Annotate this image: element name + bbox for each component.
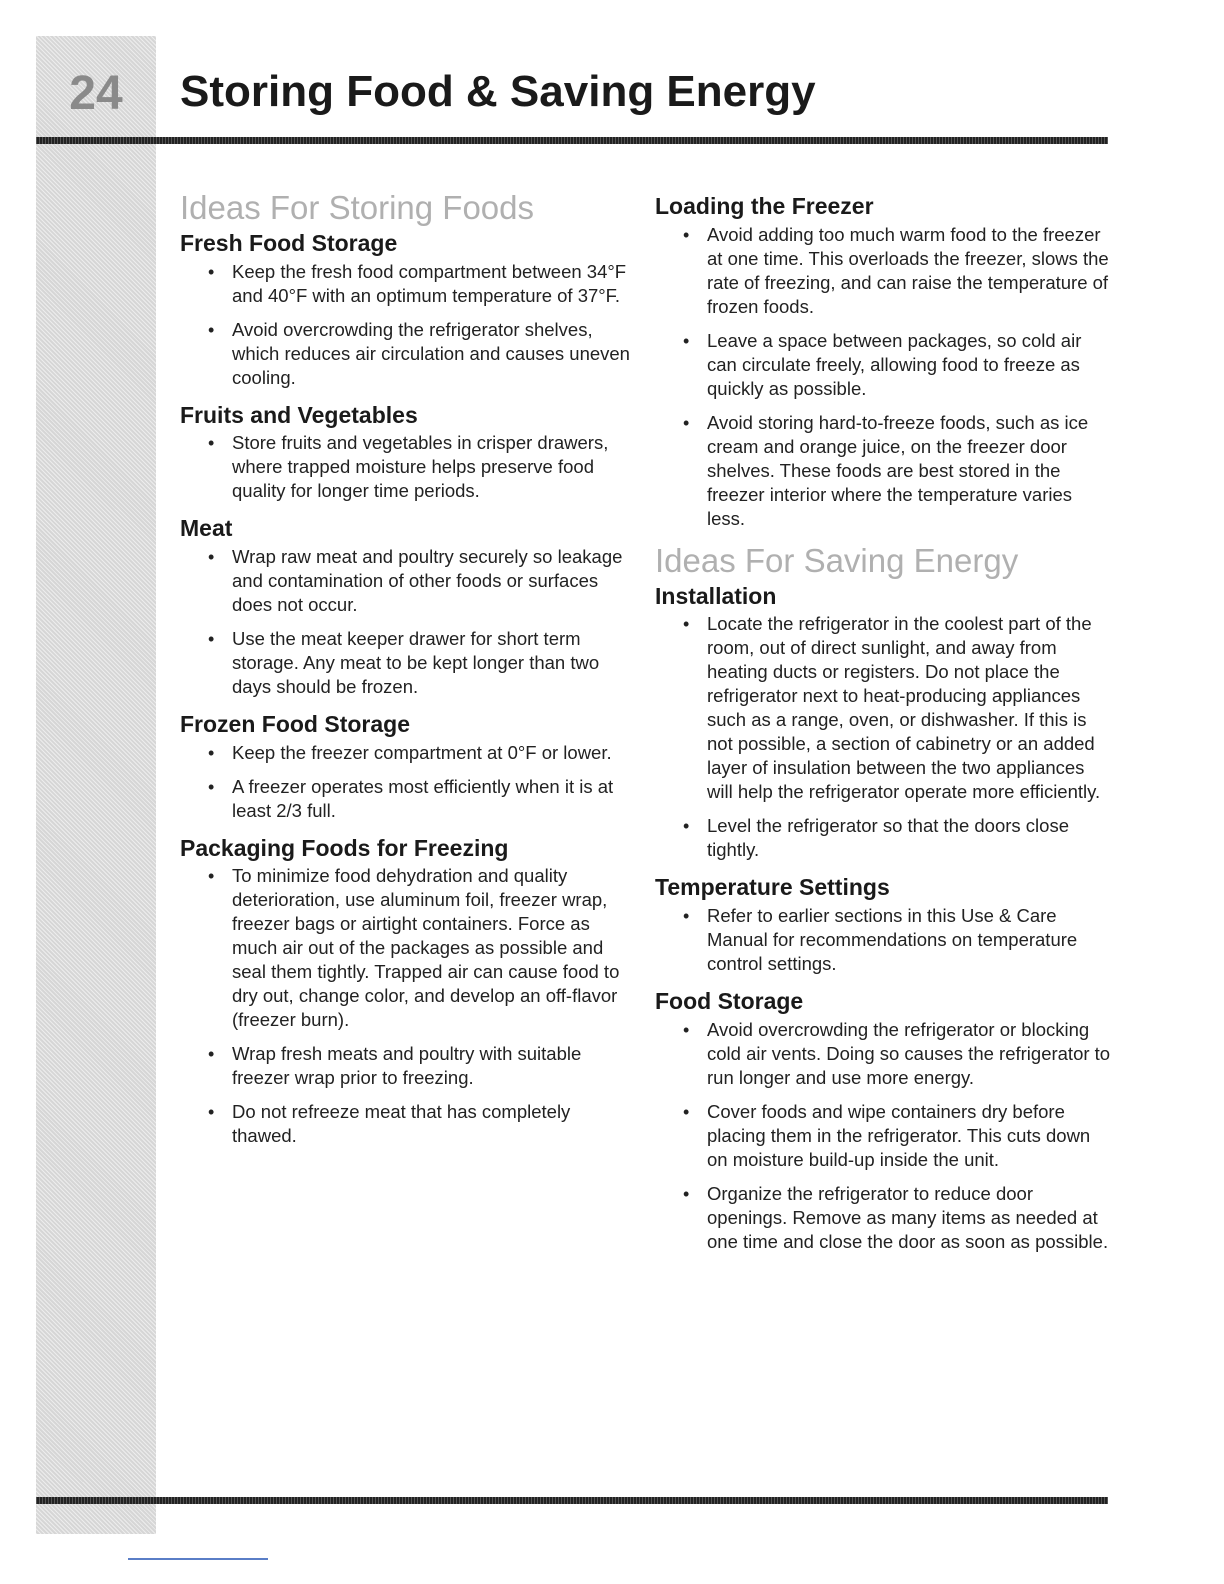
list-item <box>180 545 640 617</box>
list-item-text: Keep the fresh food compartment between 34°F and 40°F with an optimum temperature of 37°F. <box>232 260 627 306</box>
bullet-list <box>655 904 1115 976</box>
list-item <box>655 1018 1115 1090</box>
section-fruits-and-vegetables <box>180 402 640 504</box>
list-item <box>180 741 640 765</box>
bullet-icon: • <box>208 433 215 454</box>
list-item-text: To minimize food dehydration and quality deterioration, use aluminum foil, freezer wrap, freezer bags or airtight containers. Force as much air out of the packages as possible and seal them tightly. Trapped air can cause food to dry out, change color, and develop an off-flavor (freezer burn). <box>232 865 620 1031</box>
list-item <box>655 1182 1115 1254</box>
list-item-text: Store fruits and vegetables in crisper drawers, where trapped moisture helps preserve food quality for longer time periods. <box>232 432 609 502</box>
section-title: Installation <box>655 582 777 609</box>
bullet-icon: • <box>683 412 690 433</box>
list-item <box>180 775 640 823</box>
saving-energy-heading: Ideas For Saving Energy <box>655 541 1019 579</box>
list-item-text: Keep the freezer compartment at 0°F or lower. <box>232 741 612 763</box>
list-item <box>180 260 640 308</box>
bullet-list <box>180 864 640 1148</box>
list-item-text: Cover foods and wipe containers dry before placing them in the refrigerator. This cuts down on moisture build-up inside the unit. <box>707 1100 1091 1170</box>
list-item <box>655 1100 1115 1172</box>
bullet-list <box>655 612 1115 862</box>
bullet-icon: • <box>208 866 215 887</box>
bullet-icon: • <box>683 1183 690 1204</box>
bullet-icon: • <box>208 776 215 797</box>
list-item <box>655 411 1115 531</box>
bullet-icon: • <box>683 1019 690 1040</box>
list-item-text: Locate the refrigerator in the coolest part of the room, out of direct sunlight, and away from heating ducts or registers. Do not place the refrigerator next to heat-producing appliances such as a range, oven, or dishwasher. If this is not possible, a section of cabinetry or an added layer of insulation between the two appliances will help the refrigerator operate more efficiently. <box>707 613 1101 803</box>
section-title: Loading the Freezer <box>655 193 874 219</box>
list-item-text: Wrap fresh meats and poultry with suitable freezer wrap prior to freezing. <box>232 1043 582 1089</box>
bullet-icon: • <box>208 319 215 340</box>
bullet-icon: • <box>208 742 215 763</box>
list-item-text: Level the refrigerator so that the doors close tightly. <box>707 815 1069 861</box>
section-title: Food Storage <box>655 988 804 1015</box>
bullet-icon: • <box>683 816 690 837</box>
right-column <box>655 193 1115 1266</box>
list-item <box>655 904 1115 976</box>
side-band <box>36 36 156 1534</box>
list-item-text: Avoid storing hard-to-freeze foods, such as ice cream and orange juice, on the freezer door shelves. These foods are best stored in the freezer interior where the temperature varies less. <box>707 411 1089 529</box>
section-title: Packaging Foods for Freezing <box>180 834 509 861</box>
list-item <box>655 612 1115 804</box>
bullet-icon: • <box>208 261 215 282</box>
bullet-icon: • <box>683 614 690 635</box>
bullet-icon: • <box>208 1102 215 1123</box>
page-title: Storing Food & Saving Energy <box>180 67 816 116</box>
list-item <box>180 431 640 503</box>
bullet-list <box>180 545 640 699</box>
bullet-list <box>180 260 640 390</box>
section-packaging-foods <box>180 835 640 1149</box>
bullet-icon: • <box>683 1101 690 1122</box>
list-item-text: Do not refreeze meat that has completely thawed. <box>232 1101 571 1147</box>
list-item-text: Avoid overcrowding the refrigerator shelves, which reduces air circulation and causes uneven cooling. <box>232 318 630 388</box>
section-frozen-food-storage <box>180 711 640 823</box>
section-food-storage <box>655 988 1115 1254</box>
list-item-text: A freezer operates most efficiently when it is at least 2/3 full. <box>232 775 614 821</box>
left-column <box>180 190 640 1160</box>
list-item <box>180 318 640 390</box>
section-temperature-settings <box>655 874 1115 976</box>
list-item <box>180 1100 640 1148</box>
section-title: Fruits and Vegetables <box>180 401 418 428</box>
list-item-text: Leave a space between packages, so cold air can circulate freely, allowing food to freeze as quickly as possible. <box>707 329 1082 399</box>
bottom-link-underline <box>128 1558 268 1560</box>
section-title: Temperature Settings <box>655 874 890 901</box>
storing-foods-heading: Ideas For Storing Foods <box>180 189 535 226</box>
bullet-list <box>180 431 640 503</box>
section-title: Frozen Food Storage <box>180 711 410 738</box>
bullet-icon: • <box>683 906 690 927</box>
list-item <box>655 814 1115 862</box>
section-title: Fresh Food Storage <box>180 230 398 257</box>
list-item <box>655 329 1115 401</box>
list-item <box>655 223 1115 319</box>
page-number: 24 <box>69 67 123 120</box>
list-item <box>180 627 640 699</box>
bullet-icon: • <box>208 629 215 650</box>
list-item-text: Refer to earlier sections in this Use & Care Manual for recommendations on temperature control settings. <box>707 905 1078 975</box>
list-item-text: Avoid overcrowding the refrigerator or blocking cold air vents. Doing so causes the refrigerator to run longer and use more energy. <box>707 1018 1111 1088</box>
list-item-text: Use the meat keeper drawer for short term storage. Any meat to be kept longer than two days should be frozen. <box>232 628 600 698</box>
list-item <box>180 864 640 1032</box>
bullet-icon: • <box>683 330 690 351</box>
section-meat <box>180 515 640 699</box>
top-rule <box>36 137 1108 144</box>
list-item-text: Avoid adding too much warm food to the freezer at one time. This overloads the freezer, slows the rate of freezing, and can raise the temperature of frozen foods. <box>707 223 1109 317</box>
bullet-icon: • <box>208 1044 215 1065</box>
section-title: Meat <box>180 515 233 542</box>
bullet-icon: • <box>208 547 215 568</box>
section-installation <box>655 583 1115 863</box>
bullet-list <box>655 1018 1115 1254</box>
list-item-text: Wrap raw meat and poultry securely so leakage and contamination of other foods or surfaces does not occur. <box>232 546 623 616</box>
bullet-icon: • <box>683 224 690 245</box>
list-item <box>180 1042 640 1090</box>
bullet-list <box>655 223 1115 531</box>
section-loading-the-freezer <box>655 193 1115 531</box>
bottom-rule <box>36 1497 1108 1504</box>
bullet-list <box>180 741 640 823</box>
list-item-text: Organize the refrigerator to reduce door openings. Remove as many items as needed at one time and close the door as soon as possible. <box>707 1182 1109 1252</box>
section-fresh-food-storage <box>180 230 640 390</box>
